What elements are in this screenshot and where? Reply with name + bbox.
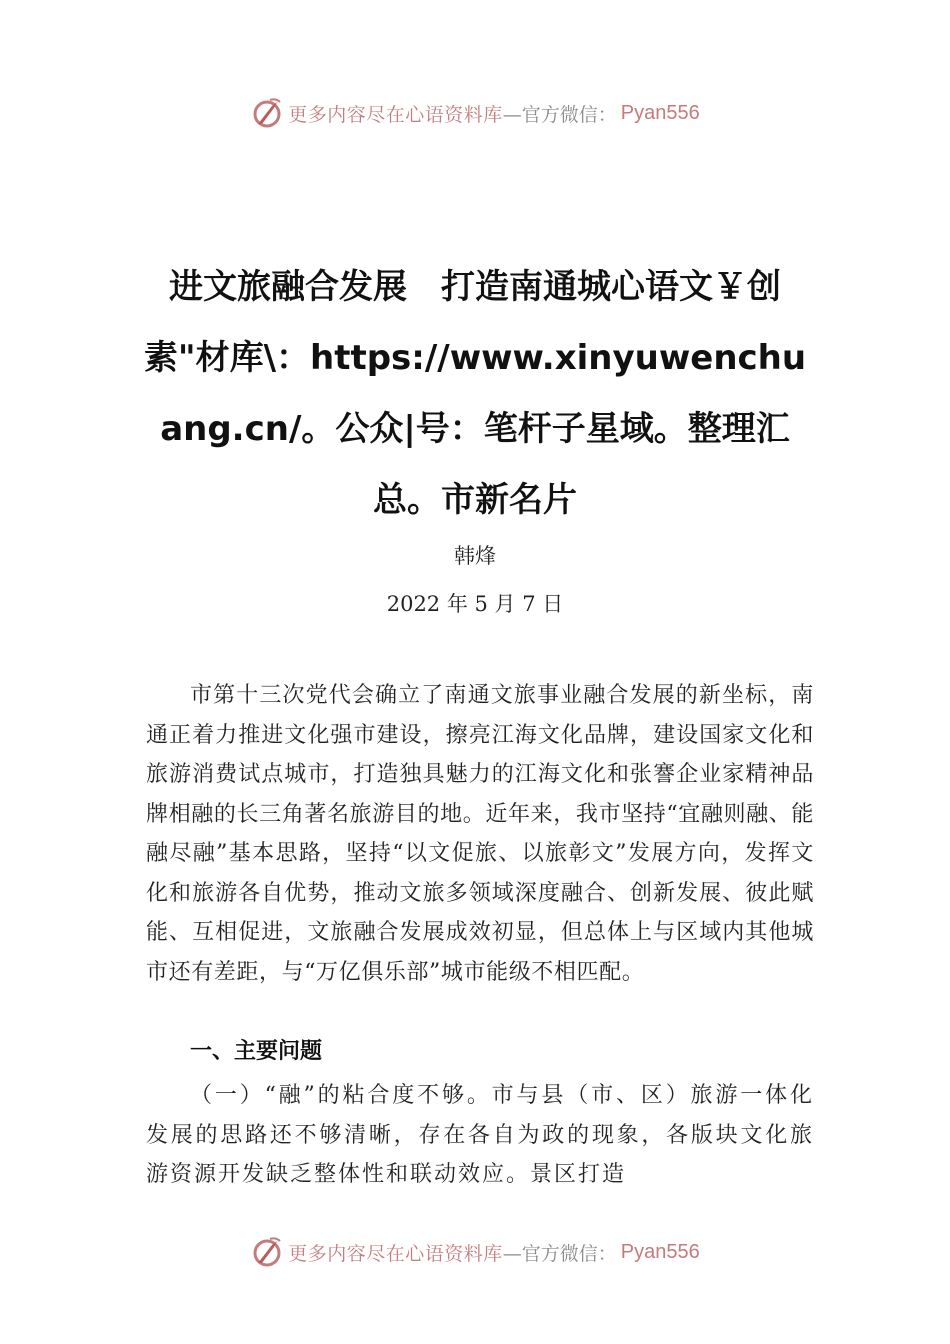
banner-brand-text: 更多内容尽在心语资料库 <box>288 1242 503 1265</box>
brush-logo-icon <box>250 96 284 130</box>
watermark-banner-top <box>0 93 950 133</box>
banner-brand-text: 更多内容尽在心语资料库 <box>288 103 503 126</box>
article-title: 进文旅融合发展 打造南通城心语文￥创素"材库\：https://www.xinyuwenchuang.cn/。公众|号：笔杆子星域。整理汇总。市新名片 <box>143 267 807 520</box>
banner-wechat-id: Pyan556 <box>620 1240 700 1263</box>
banner-separator-text: —官方微信： <box>502 1242 617 1265</box>
paragraph-intro: 市第十三次党代会确立了南通文旅事业融合发展的新坐标，南通正着力推进文化强市建设，擦亮江海文化品牌，建设国家文化和旅游消费试点城市，打造独具魅力的江海文化和张謇企业家精神品牌相融的长三角著名旅游目的地。近年来，我市坚持“宜融则融、能融尽融”基本思路，坚持“以文促旅、以旅彰文”发展方向，发挥文化和旅游各自优势，推动文旅多领域深度融合、创新发展、彼此赋能、互相促进，文旅融合发展成效初显，但总体上与区域内其他城市还有差距，与“万亿俱乐部”城市能级不相匹配。 <box>146 683 814 985</box>
article-date: 2022 年 5 月 7 日 <box>386 592 564 616</box>
watermark-banner-bottom <box>0 1232 950 1272</box>
paragraph-problem-1: （一）“融”的粘合度不够。市与县（市、区）旅游一体化发展的思路还不够清晰，存在各自为政的现象，各版块文化旅游资源开发缺乏整体性和联动效应。景区打造 <box>146 1083 814 1187</box>
banner-separator-text: —官方微信： <box>502 103 617 126</box>
section-heading: 一、主要问题 <box>190 1039 323 1064</box>
brush-logo-icon <box>250 1235 284 1269</box>
banner-wechat-id: Pyan556 <box>620 101 700 124</box>
article-author: 韩烽 <box>454 544 496 568</box>
